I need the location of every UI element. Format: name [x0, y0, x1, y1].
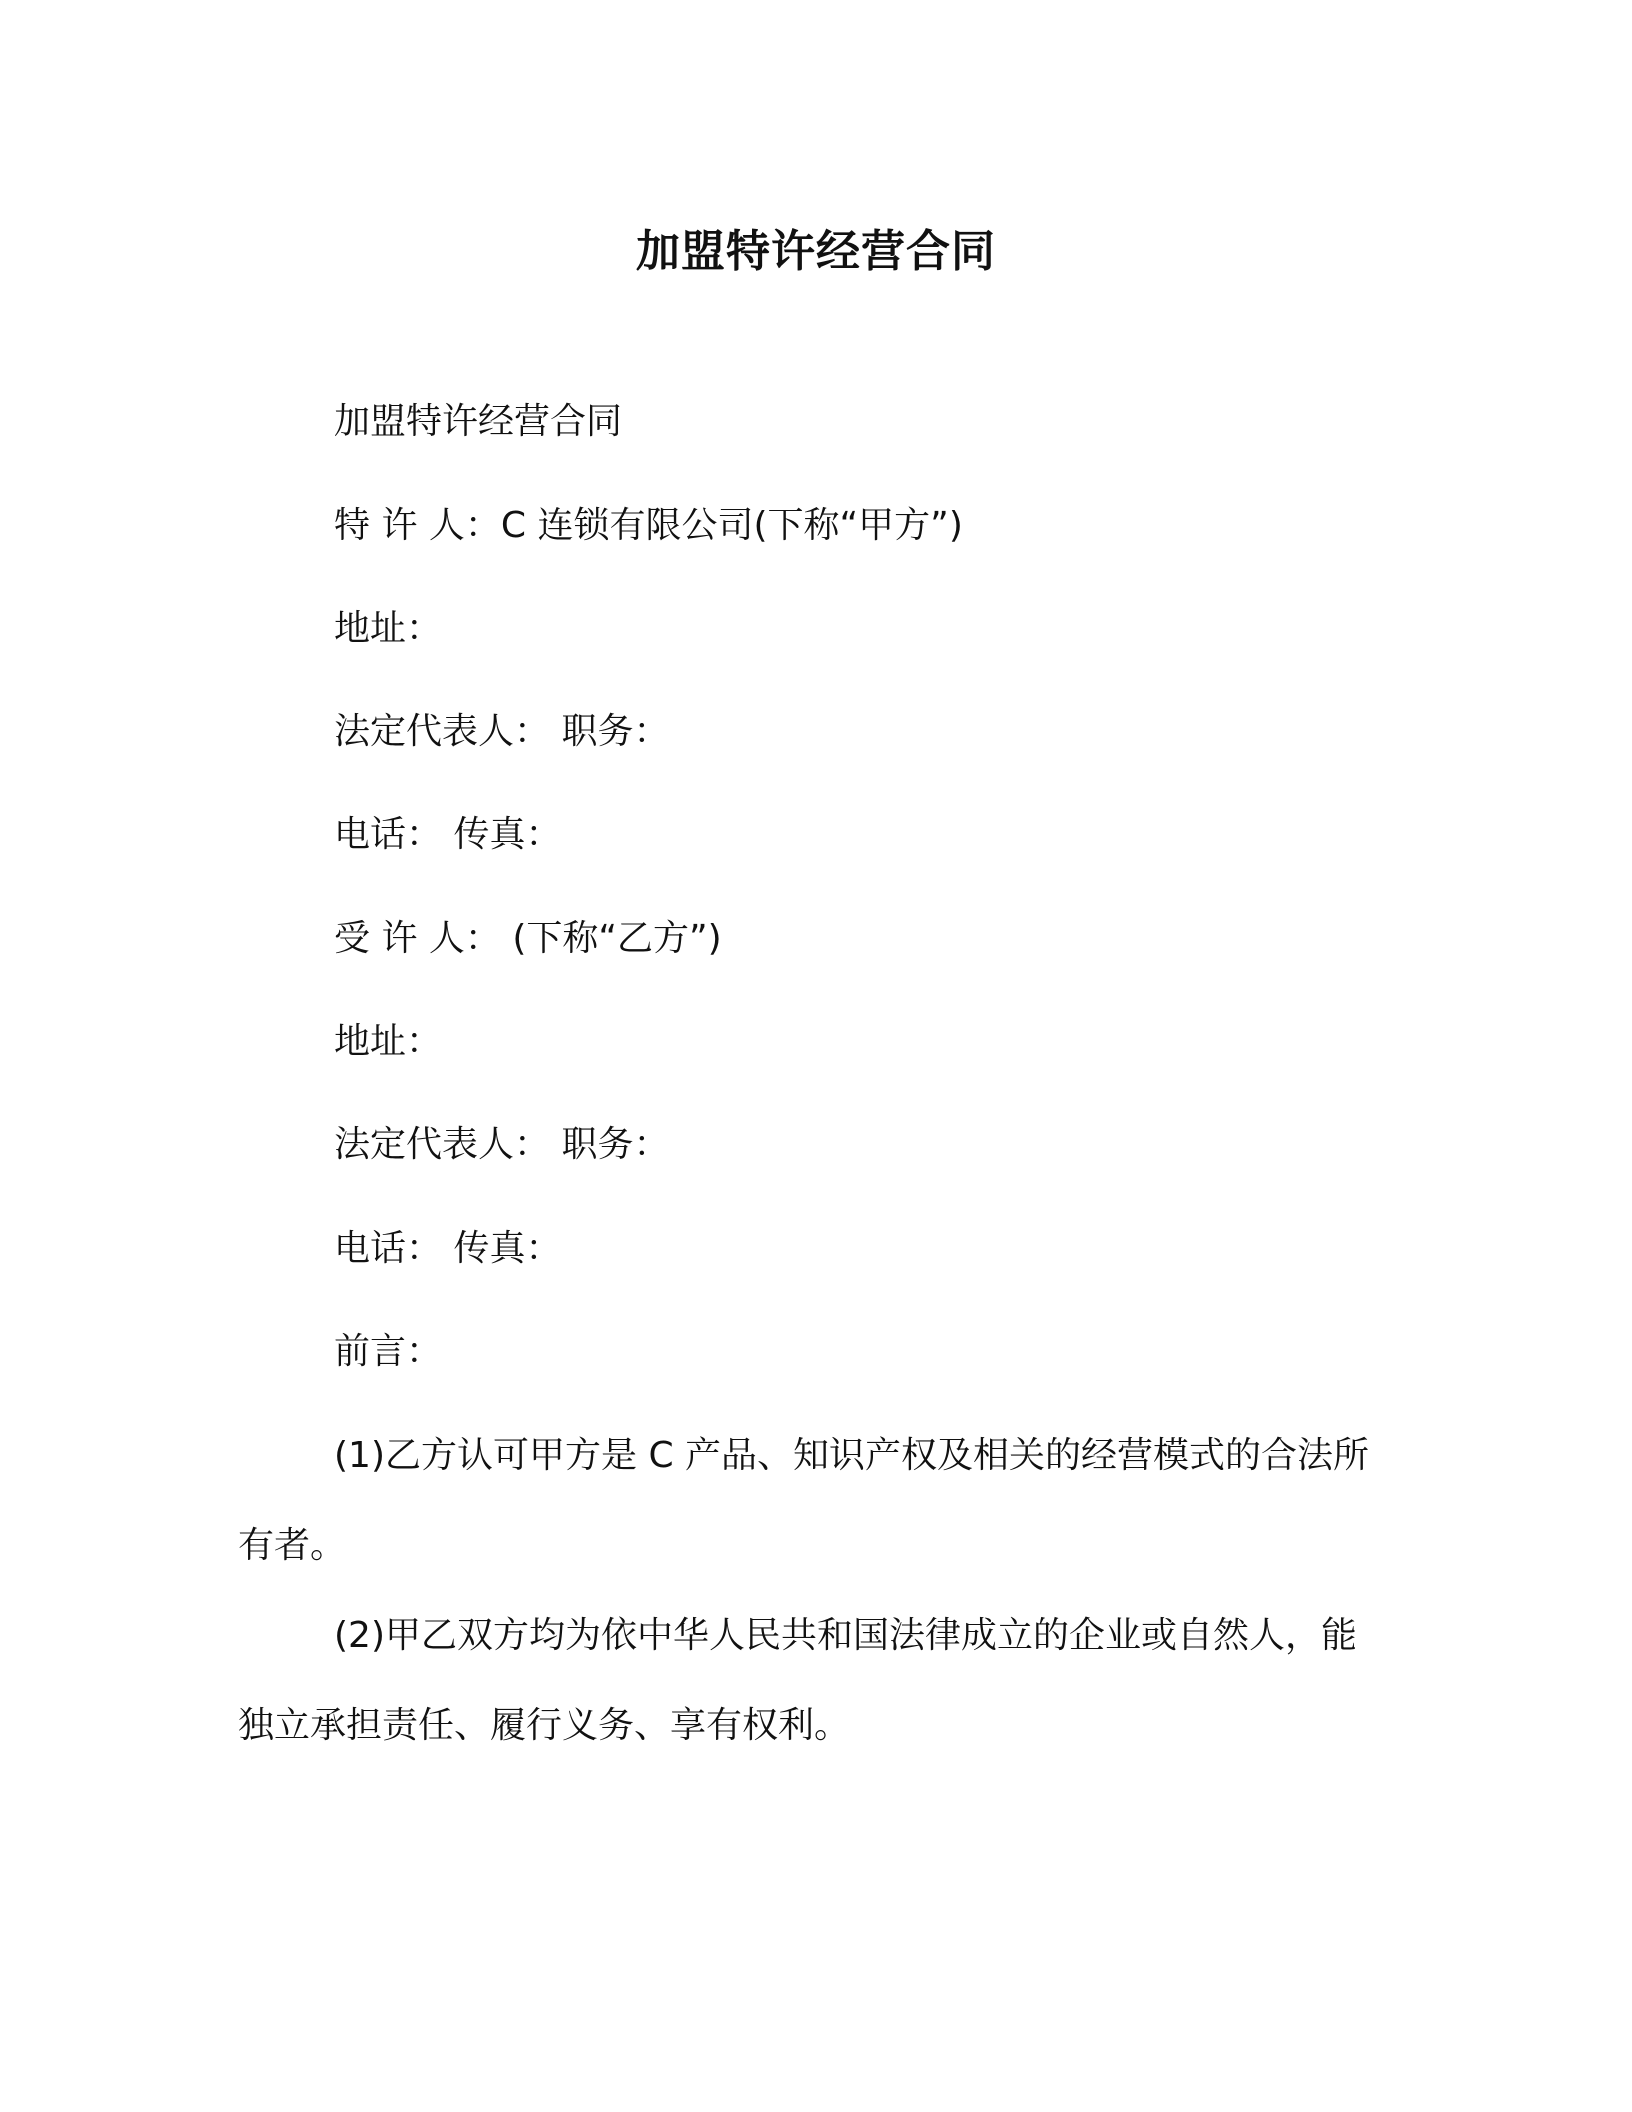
- franchisee-address-line: 地址：: [334, 1021, 443, 1062]
- preface-paragraph-1: (1)乙方认可甲方是 C 产品、知识产权及相关的经营模式的合法所有者。: [238, 1435, 1370, 1566]
- franchisee-representative-line: 法定代表人： 职务：: [334, 1124, 670, 1165]
- franchisor-representative-line: 法定代表人： 职务：: [334, 711, 670, 752]
- document-title: 加盟特许经营合同: [636, 226, 996, 277]
- preface-heading: 前言：: [334, 1331, 443, 1372]
- franchisor-phone-fax-line: 电话： 传真：: [334, 814, 562, 855]
- franchisee-line: 受 许 人： (下称“乙方”): [334, 918, 722, 959]
- contract-heading: 加盟特许经营合同: [334, 401, 623, 442]
- franchisor-line: 特 许 人：C 连锁有限公司(下称“甲方”): [334, 505, 963, 546]
- franchisee-phone-fax-line: 电话： 传真：: [334, 1228, 562, 1269]
- preface-paragraph-2: (2)甲乙双方均为依中华人民共和国法律成立的企业或自然人，能独立承担责任、履行义务、享有权利。: [238, 1615, 1357, 1746]
- franchisor-address-line: 地址：: [334, 608, 443, 649]
